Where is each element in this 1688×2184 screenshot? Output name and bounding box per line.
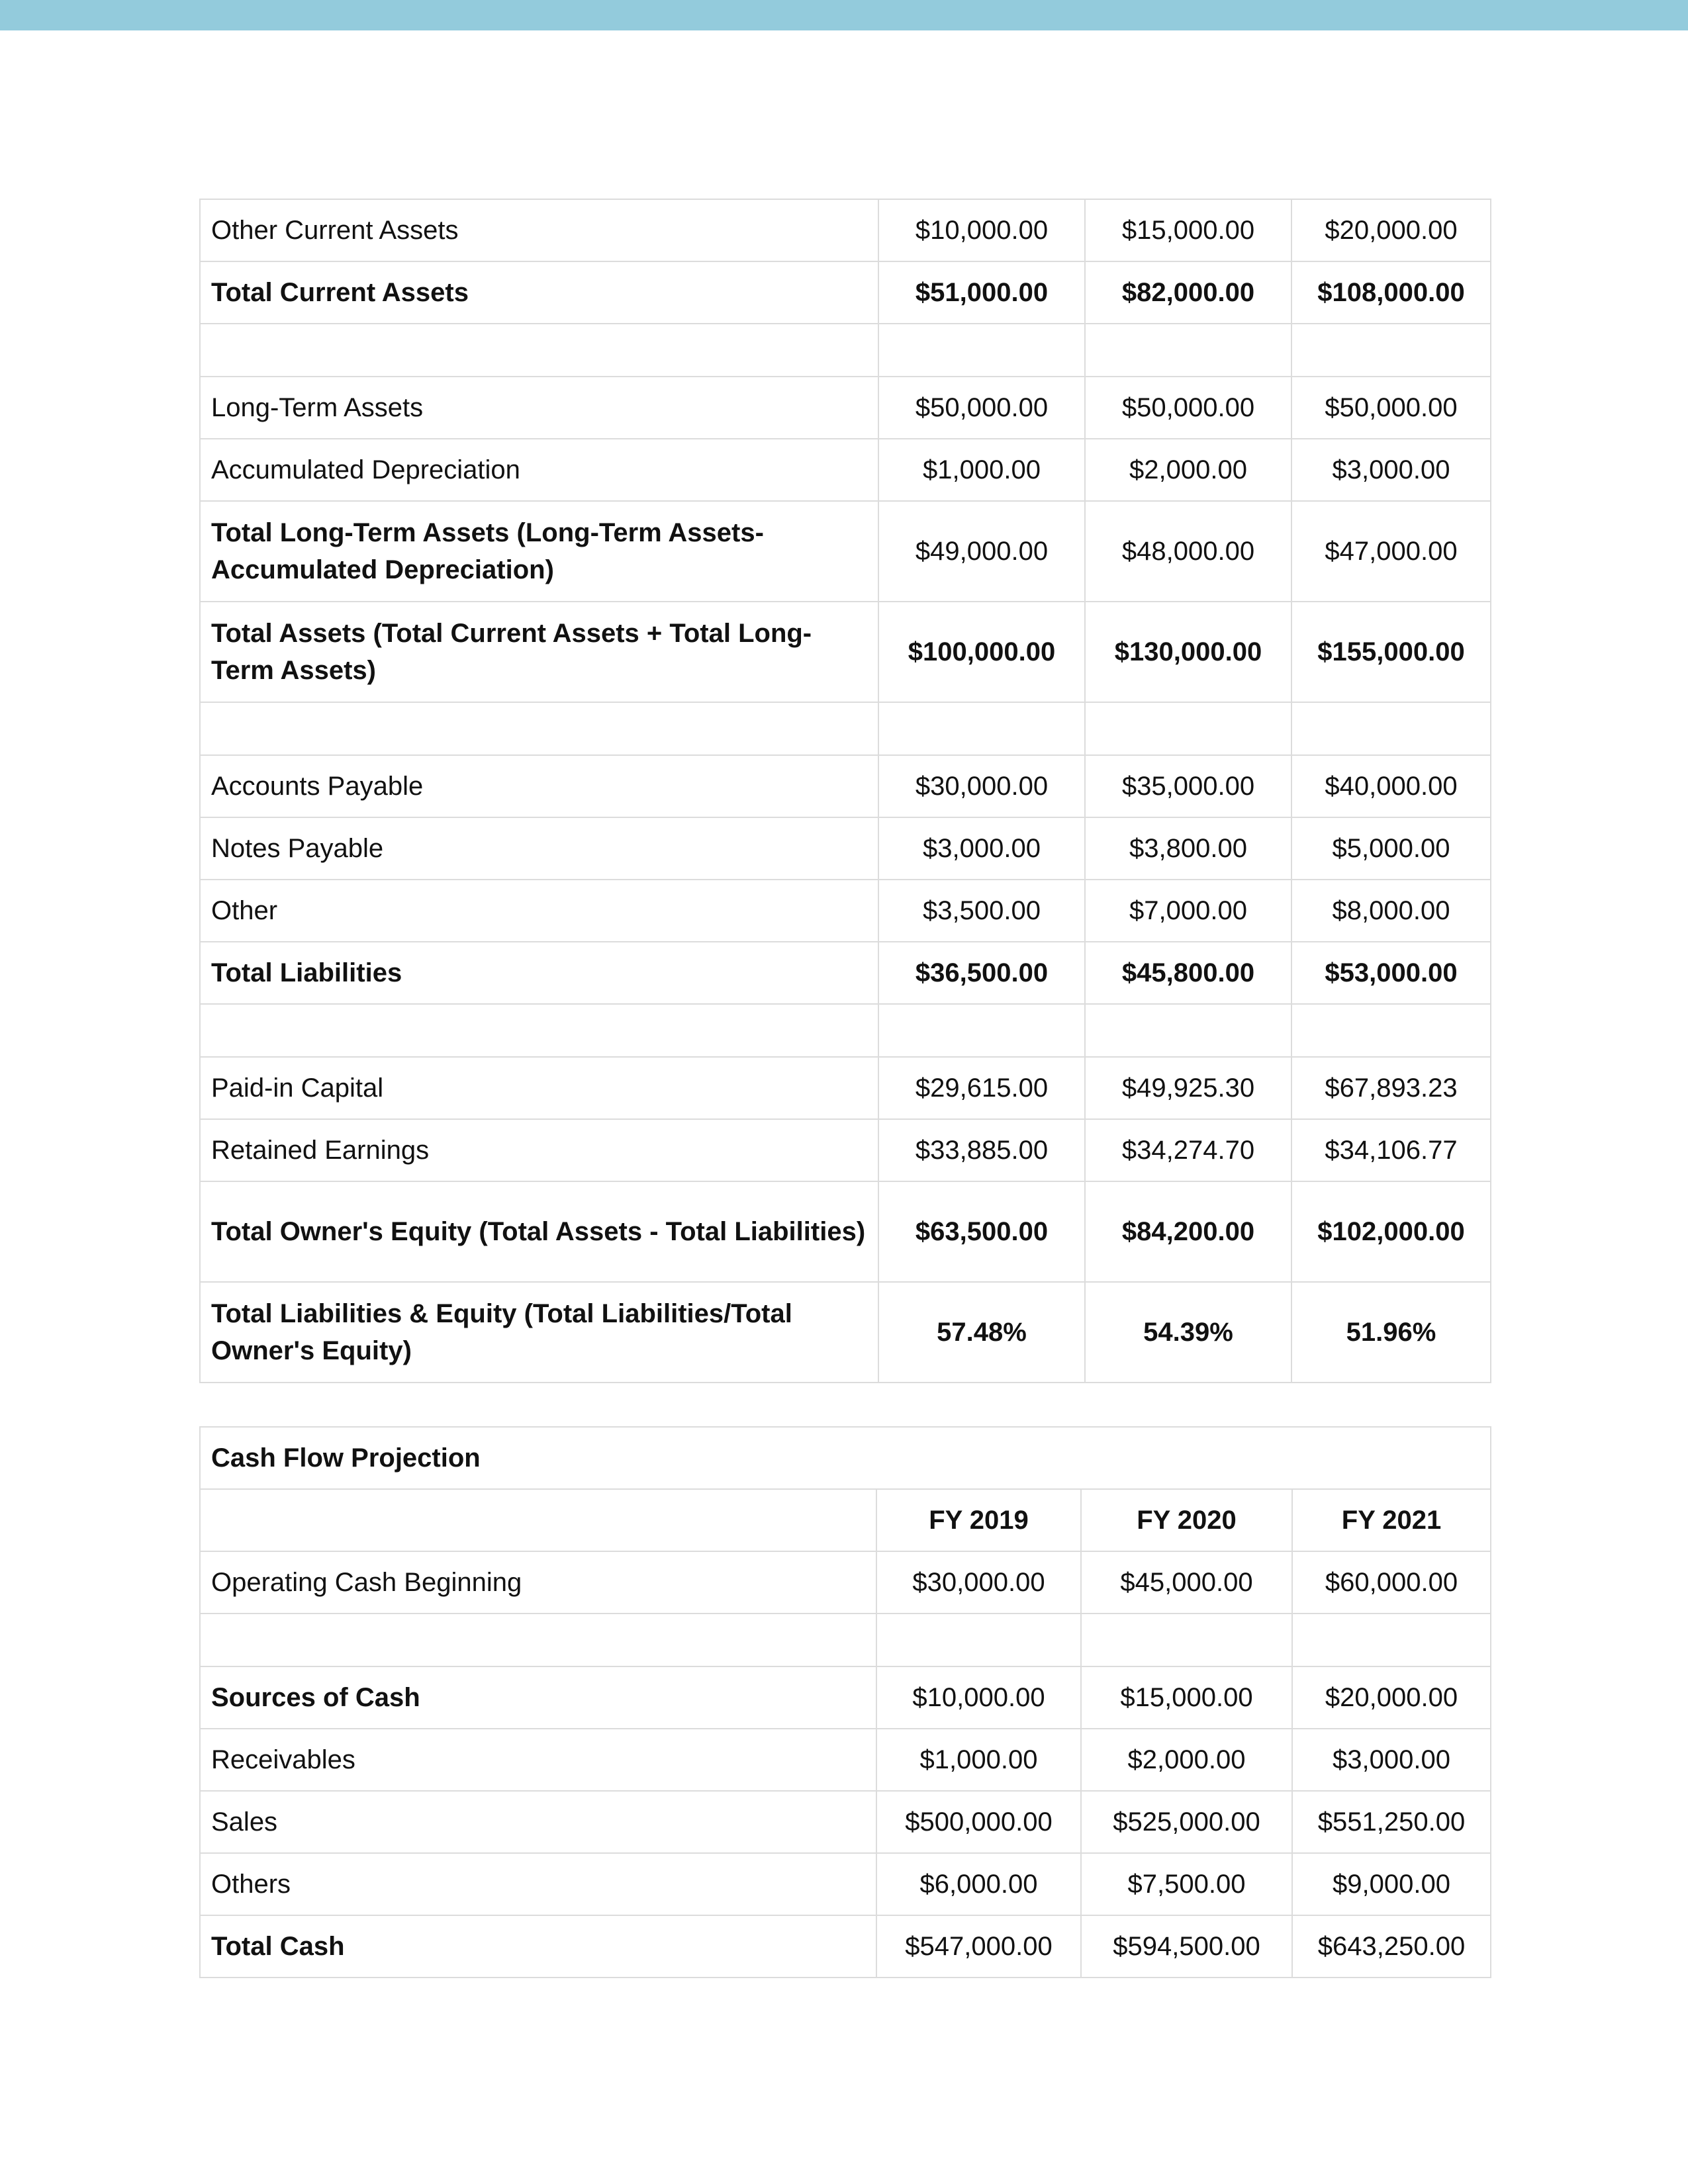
column-header: FY 2021: [1292, 1489, 1491, 1551]
cell-value: $9,000.00: [1292, 1853, 1491, 1915]
cell-value: [1291, 1004, 1491, 1057]
row-label: Total Liabilities & Equity (Total Liabilities/Total Owner's Equity): [200, 1282, 878, 1383]
cell-value: $45,800.00: [1085, 942, 1291, 1004]
spacer-row: [200, 702, 1491, 755]
row-label: Notes Payable: [200, 817, 878, 880]
cell-value: $7,500.00: [1081, 1853, 1292, 1915]
cell-value: $50,000.00: [1291, 377, 1491, 439]
row-label: Receivables: [200, 1729, 876, 1791]
table-row: [200, 817, 1491, 880]
cell-value: $6,000.00: [876, 1853, 1081, 1915]
table-row: [200, 377, 1491, 439]
table-row: [200, 1791, 1491, 1853]
cash-flow-title: Cash Flow Projection: [200, 1427, 1491, 1489]
table-row: [200, 1057, 1491, 1119]
table-row: [200, 880, 1491, 942]
cell-value: $50,000.00: [1085, 377, 1291, 439]
cell-value: $3,800.00: [1085, 817, 1291, 880]
cell-value: $82,000.00: [1085, 261, 1291, 324]
cell-value: $15,000.00: [1085, 199, 1291, 261]
cell-value: $30,000.00: [876, 1551, 1081, 1614]
row-label: [200, 324, 878, 377]
cell-value: $2,000.00: [1081, 1729, 1292, 1791]
cell-value: [1292, 1614, 1491, 1666]
cell-value: $5,000.00: [1291, 817, 1491, 880]
table-row: [200, 1853, 1491, 1915]
cell-value: $53,000.00: [1291, 942, 1491, 1004]
cell-value: $130,000.00: [1085, 602, 1291, 702]
cell-value: $45,000.00: [1081, 1551, 1292, 1614]
cell-value: $525,000.00: [1081, 1791, 1292, 1853]
cell-value: [1081, 1614, 1292, 1666]
spacer-row: [200, 1004, 1491, 1057]
cell-value: $49,925.30: [1085, 1057, 1291, 1119]
column-header: FY 2019: [876, 1489, 1081, 1551]
row-label: Total Assets (Total Current Assets + Total Long-Term Assets): [200, 602, 878, 702]
cell-value: $155,000.00: [1291, 602, 1491, 702]
cell-value: $63,500.00: [878, 1181, 1085, 1282]
cell-value: $40,000.00: [1291, 755, 1491, 817]
row-label: Total Liabilities: [200, 942, 878, 1004]
cash-flow-table: [199, 1426, 1491, 1978]
row-label: [200, 1614, 876, 1666]
table-title-row: [200, 1427, 1491, 1489]
cell-value: [1085, 324, 1291, 377]
cell-value: [878, 702, 1085, 755]
row-label: Accumulated Depreciation: [200, 439, 878, 501]
balance-sheet-table: [199, 199, 1491, 1383]
table-row: [200, 199, 1491, 261]
cell-value: 54.39%: [1085, 1282, 1291, 1383]
cell-value: $8,000.00: [1291, 880, 1491, 942]
row-label: Accounts Payable: [200, 755, 878, 817]
cell-value: [878, 1004, 1085, 1057]
cell-value: $48,000.00: [1085, 501, 1291, 602]
row-label: Other: [200, 880, 878, 942]
table-header-row: [200, 1489, 1491, 1551]
cell-value: $15,000.00: [1081, 1666, 1292, 1729]
table-row: [200, 1181, 1491, 1282]
cell-value: $35,000.00: [1085, 755, 1291, 817]
cell-value: $20,000.00: [1291, 199, 1491, 261]
cell-value: $3,000.00: [1291, 439, 1491, 501]
table-row: [200, 602, 1491, 702]
row-label: Other Current Assets: [200, 199, 878, 261]
cell-value: $643,250.00: [1292, 1915, 1491, 1978]
cell-value: 51.96%: [1291, 1282, 1491, 1383]
column-header: FY 2020: [1081, 1489, 1292, 1551]
table-row: [200, 1551, 1491, 1614]
cell-value: $3,500.00: [878, 880, 1085, 942]
header-accent-bar: [0, 0, 1688, 30]
cell-value: $67,893.23: [1291, 1057, 1491, 1119]
table-row: [200, 1282, 1491, 1383]
cell-value: $3,000.00: [1292, 1729, 1491, 1791]
table-row: [200, 1915, 1491, 1978]
row-label: Operating Cash Beginning: [200, 1551, 876, 1614]
cell-value: $100,000.00: [878, 602, 1085, 702]
cell-value: [1291, 702, 1491, 755]
header-empty-cell: [200, 1489, 876, 1551]
cell-value: [1085, 702, 1291, 755]
row-label: [200, 702, 878, 755]
table-row: [200, 1119, 1491, 1181]
cell-value: $551,250.00: [1292, 1791, 1491, 1853]
cell-value: $102,000.00: [1291, 1181, 1491, 1282]
cell-value: [1291, 324, 1491, 377]
cell-value: $2,000.00: [1085, 439, 1291, 501]
row-label: Total Current Assets: [200, 261, 878, 324]
spacer-row: [200, 1614, 1491, 1666]
row-label: Sales: [200, 1791, 876, 1853]
cell-value: 57.48%: [878, 1282, 1085, 1383]
cell-value: $20,000.00: [1292, 1666, 1491, 1729]
cell-value: $36,500.00: [878, 942, 1085, 1004]
cell-value: $60,000.00: [1292, 1551, 1491, 1614]
table-row: [200, 501, 1491, 602]
cell-value: $7,000.00: [1085, 880, 1291, 942]
cell-value: $3,000.00: [878, 817, 1085, 880]
cell-value: $33,885.00: [878, 1119, 1085, 1181]
table-row: [200, 1666, 1491, 1729]
cell-value: $50,000.00: [878, 377, 1085, 439]
cell-value: $1,000.00: [878, 439, 1085, 501]
cell-value: $108,000.00: [1291, 261, 1491, 324]
cell-value: $47,000.00: [1291, 501, 1491, 602]
row-label: Sources of Cash: [200, 1666, 876, 1729]
cell-value: $84,200.00: [1085, 1181, 1291, 1282]
cell-value: $547,000.00: [876, 1915, 1081, 1978]
cell-value: $34,106.77: [1291, 1119, 1491, 1181]
row-label: Long-Term Assets: [200, 377, 878, 439]
row-label: Total Cash: [200, 1915, 876, 1978]
table-row: [200, 261, 1491, 324]
row-label: Retained Earnings: [200, 1119, 878, 1181]
cell-value: [876, 1614, 1081, 1666]
table-row: [200, 1729, 1491, 1791]
row-label: Total Long-Term Assets (Long-Term Assets-Accumulated Depreciation): [200, 501, 878, 602]
row-label: Paid-in Capital: [200, 1057, 878, 1119]
cell-value: [1085, 1004, 1291, 1057]
cell-value: $29,615.00: [878, 1057, 1085, 1119]
spacer-row: [200, 324, 1491, 377]
cell-value: $49,000.00: [878, 501, 1085, 602]
cell-value: $10,000.00: [876, 1666, 1081, 1729]
table-row: [200, 439, 1491, 501]
cell-value: $10,000.00: [878, 199, 1085, 261]
cell-value: $30,000.00: [878, 755, 1085, 817]
cell-value: $51,000.00: [878, 261, 1085, 324]
cell-value: $500,000.00: [876, 1791, 1081, 1853]
table-row: [200, 755, 1491, 817]
cell-value: $1,000.00: [876, 1729, 1081, 1791]
cell-value: $594,500.00: [1081, 1915, 1292, 1978]
table-row: [200, 942, 1491, 1004]
cell-value: [878, 324, 1085, 377]
cell-value: $34,274.70: [1085, 1119, 1291, 1181]
row-label: Others: [200, 1853, 876, 1915]
row-label: [200, 1004, 878, 1057]
row-label: Total Owner's Equity (Total Assets - Total Liabilities): [200, 1181, 878, 1282]
